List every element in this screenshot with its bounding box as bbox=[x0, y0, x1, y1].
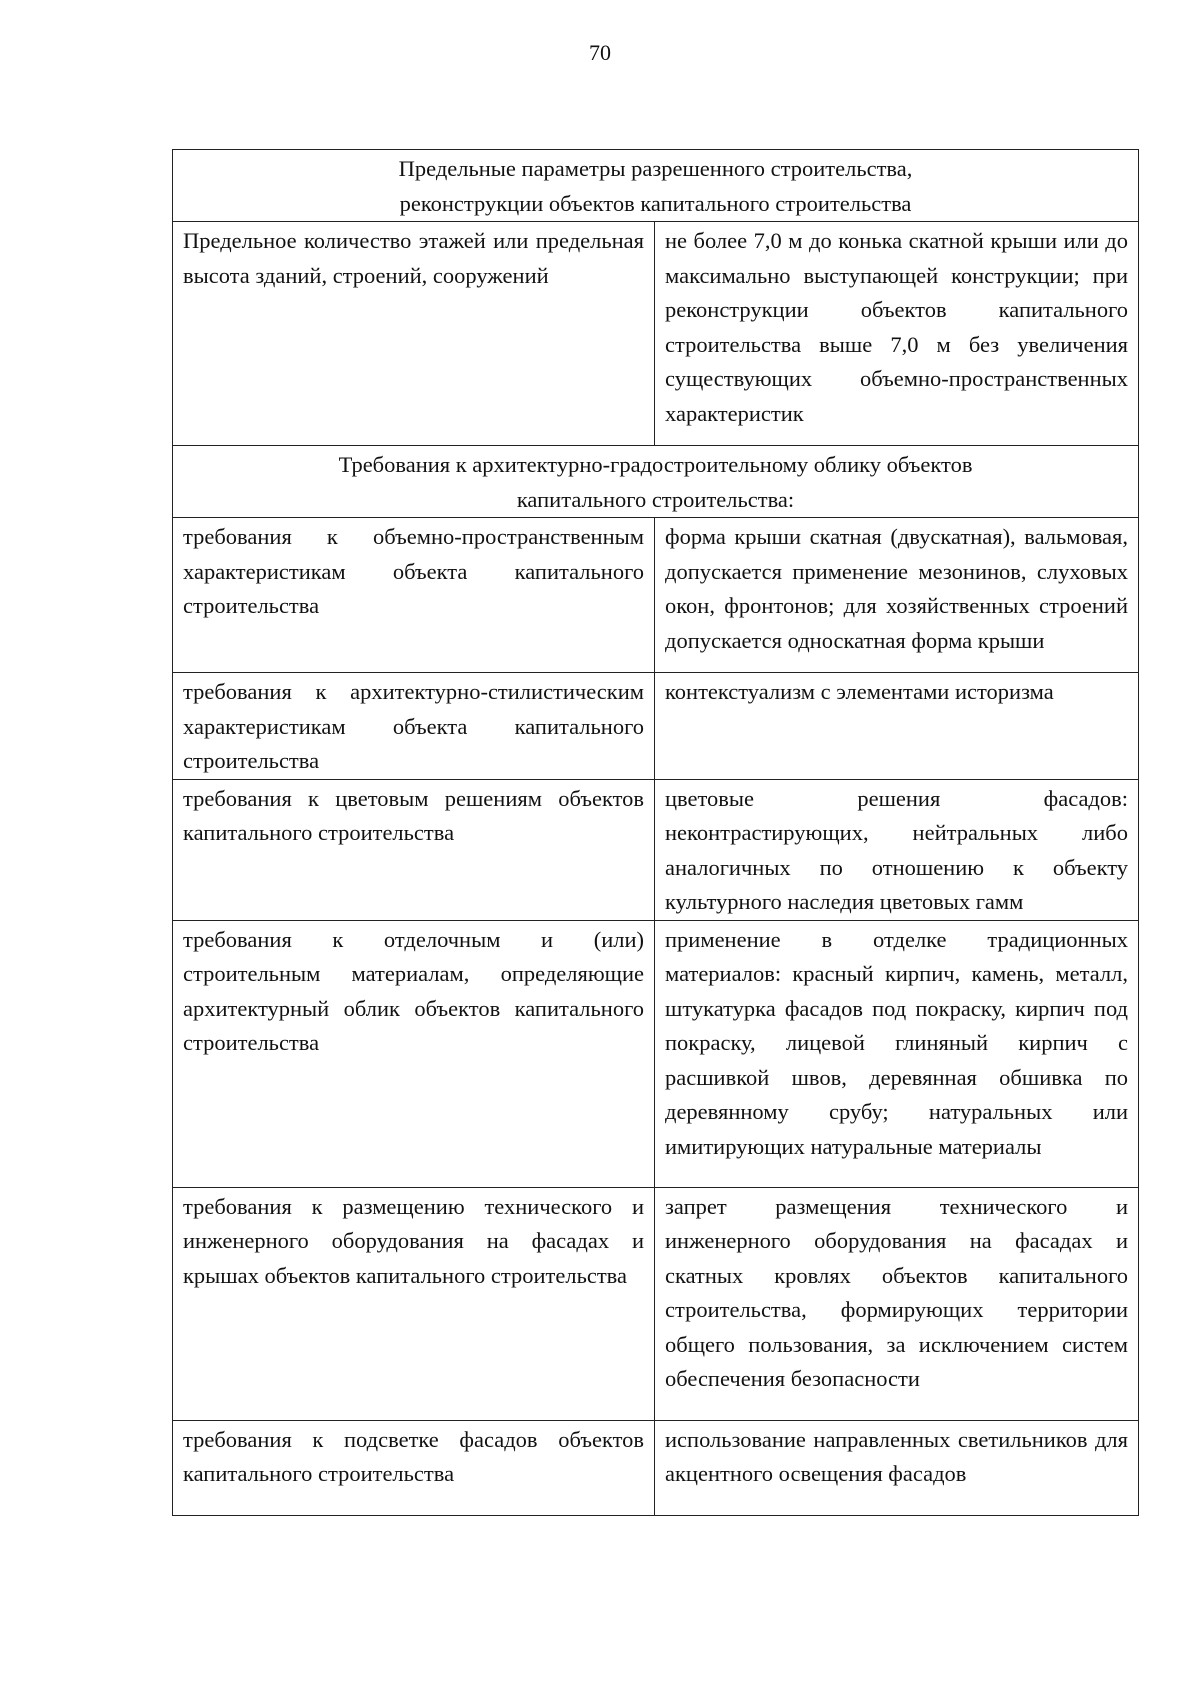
table-row bbox=[173, 779, 1139, 920]
section-header-line: Требования к архитектурно-градостроительному облику объектов bbox=[338, 452, 973, 477]
table-row bbox=[173, 222, 1139, 446]
value-cell: применение в отделке традиционных материалов: красный кирпич, камень, металл, штукатурка фасадов под покраску, кирпич под покраску, лицевой глиняный кирпич с расшивкой швов, деревянная обшивка по деревянному срубу; натуральных или имитирующих натуральные материалы bbox=[655, 920, 1139, 1187]
table-row bbox=[173, 1420, 1139, 1515]
value-cell: запрет размещения технического и инженерного оборудования на фасадах и скатных кровлях объектов капитального строительства, формирующих территории общего пользования, за исключением систем обеспечения безопасности bbox=[655, 1187, 1139, 1420]
table-row bbox=[173, 920, 1139, 1187]
param-cell: Предельное количество этажей или предельная высота зданий, строений, сооружений bbox=[173, 222, 655, 446]
param-cell: требования к подсветке фасадов объектов капитального строительства bbox=[173, 1420, 655, 1515]
section-header-line: Предельные параметры разрешенного строительства, bbox=[398, 156, 913, 181]
section-header-appearance bbox=[173, 446, 1139, 518]
value-cell: цветовые решения фасадов: неконтрастирующих, нейтральных либо аналогичных по отношению к объекту культурного наследия цветовых гамм bbox=[655, 779, 1139, 920]
value-cell: не более 7,0 м до конька скатной крыши или до максимально выступающей конструкции; при реконструкции объектов капитального строительства выше 7,0 м без увеличения существующих объемно-пространственных характеристик bbox=[655, 222, 1139, 446]
regulations-table bbox=[172, 149, 1139, 1516]
section-header-line: капитального строительства: bbox=[516, 486, 795, 512]
section-header-line: реконструкции объектов капитального строительства bbox=[399, 190, 912, 216]
table-row bbox=[173, 518, 1139, 673]
value-cell: контекстуализм с элементами историзма bbox=[655, 673, 1139, 780]
param-cell: требования к отделочным и (или) строительным материалам, определяющие архитектурный облик объектов капитального строительства bbox=[173, 920, 655, 1187]
value-cell: использование направленных светильников для акцентного освещения фасадов bbox=[655, 1420, 1139, 1515]
section-header-row bbox=[173, 446, 1139, 518]
param-cell: требования к объемно-пространственным характеристикам объекта капитального строительства bbox=[173, 518, 655, 673]
table-row bbox=[173, 1187, 1139, 1420]
param-cell: требования к архитектурно-стилистическим характеристикам объекта капитального строительства bbox=[173, 673, 655, 780]
table-row bbox=[173, 673, 1139, 780]
page-number: 70 bbox=[589, 40, 611, 65]
param-cell: требования к цветовым решениям объектов капитального строительства bbox=[173, 779, 655, 920]
section-header-limits bbox=[173, 150, 1139, 222]
param-cell: требования к размещению технического и инженерного оборудования на фасадах и крышах объектов капитального строительства bbox=[173, 1187, 655, 1420]
value-cell: форма крыши скатная (двускатная), вальмовая, допускается применение мезонинов, слуховых окон, фронтонов; для хозяйственных строений допускается односкатная форма крыши bbox=[655, 518, 1139, 673]
section-header-row bbox=[173, 150, 1139, 222]
